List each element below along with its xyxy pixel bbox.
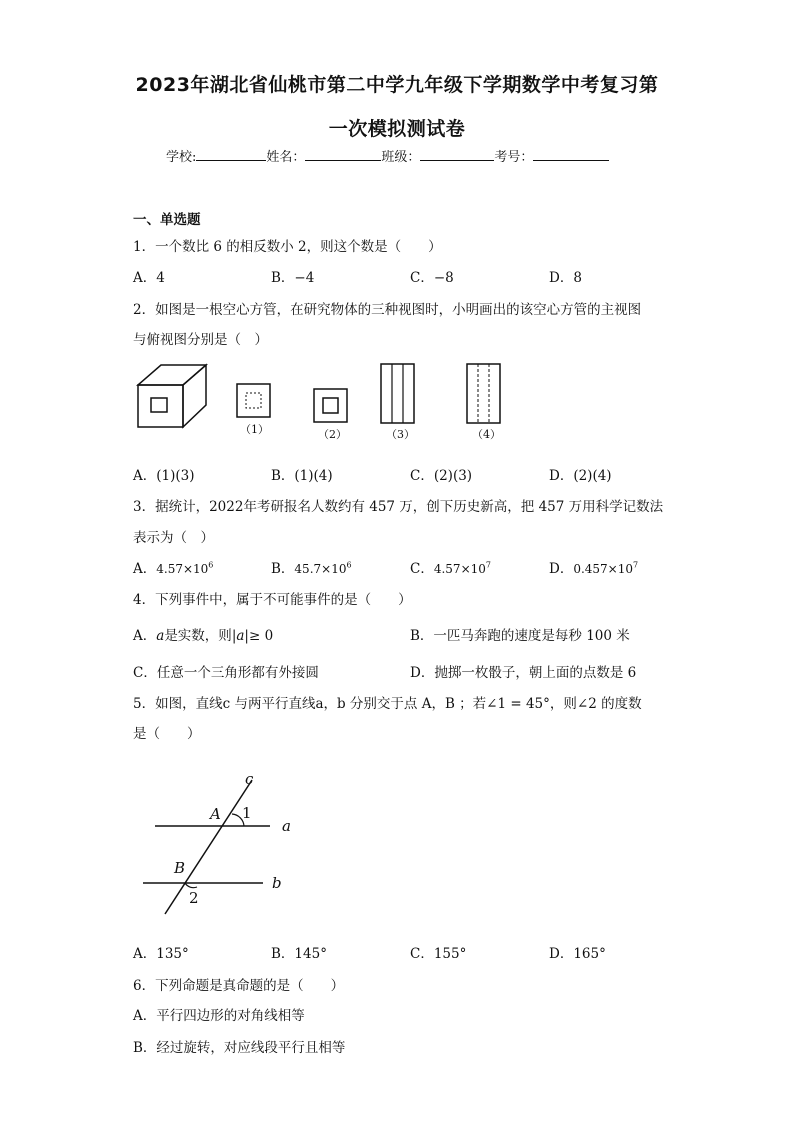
q1-option-d: D．8 [549, 270, 582, 286]
view-2-label: （2） [318, 428, 347, 441]
q1-stem: 1．一个数比 6 的相反数小 2，则这个数是（ ） [133, 239, 442, 255]
q5-option-c: C．155° [410, 946, 467, 962]
q6-option-a: A．平行四边形的对角线相等 [133, 1008, 305, 1024]
view-2-figure [313, 388, 349, 424]
q4-option-a: A．a是实数，则|a|≥ 0 [133, 628, 274, 644]
q6-stem: 6．下列命题是真命题的是（ ） [133, 978, 345, 994]
q6-option-b: B．经过旋转，对应线段平行且相等 [133, 1040, 346, 1056]
q5-option-d: D．165° [549, 946, 606, 962]
q4-option-d: D．抛掷一枚骰子，朝上面的点数是 6 [410, 665, 637, 681]
angle-2-label: 2 [189, 889, 199, 907]
name-blank [305, 148, 381, 161]
view-4-figure [466, 363, 502, 425]
name-label: 姓名： [266, 150, 306, 165]
point-a-label: A [210, 805, 221, 823]
number-label: 考号： [494, 150, 534, 165]
student-info [166, 146, 609, 165]
page-title-line2: 一次模拟测试卷 [328, 118, 466, 140]
q5-option-a: A．135° [133, 946, 189, 962]
class-label: 班级： [381, 150, 421, 165]
view-3-label: （3） [386, 428, 415, 441]
q2-stem-line2: 与俯视图分别是（ ） [133, 332, 268, 348]
q2-option-d: D．(2)(4) [549, 468, 612, 484]
q2-option-b: B．(1)(4) [271, 468, 333, 484]
line-c-label: c [245, 770, 254, 788]
line-a-label: a [282, 817, 291, 835]
q3-option-d: D．$0.457\times 10^7$ [549, 560, 639, 577]
class-blank [420, 148, 494, 161]
page-title-line1: 2023年湖北省仙桃市第二中学九年级下学期数学中考复习第 [135, 74, 659, 96]
hollow-tube-3d-figure [133, 360, 213, 430]
q4-stem: 4．下列事件中，属于不可能事件的是（ ） [133, 592, 412, 608]
q5-option-b: B．145° [271, 946, 327, 962]
q4-option-b: B．一匹马奔跑的速度是每秒 100 米 [410, 628, 630, 644]
section-heading: 一、单选题 [133, 212, 201, 228]
q1-option-b: B．−4 [271, 270, 315, 286]
q3-stem-line2: 表示为（ ） [133, 530, 214, 546]
point-b-label: B [174, 859, 186, 877]
q3-option-c: C．$4.57\times 10^7$ [410, 560, 491, 577]
angle-1-label: 1 [242, 804, 252, 822]
school-label: 学校: [166, 150, 197, 165]
view-1-figure [236, 383, 272, 419]
q5-stem-line2: 是（ ） [133, 726, 201, 742]
view-4-label: （4） [472, 428, 501, 441]
number-blank [533, 148, 609, 161]
q5-stem-line1: 5．如图，直线c 与两平行直线a，b 分别交于点 A，B ；若∠1 = 45°，则∠2 的度数 [133, 696, 642, 712]
q3-option-b: B．$45.7\times 10^6$ [271, 560, 352, 577]
q3-option-a: A．$4.57\times 10^6$ [133, 560, 214, 577]
view-3-figure [380, 363, 416, 425]
q2-stem-line1: 2．如图是一根空心方管，在研究物体的三种视图时，小明画出的该空心方管的主视图 [133, 302, 642, 318]
q2-option-a: A．(1)(3) [133, 468, 195, 484]
school-blank [196, 148, 266, 161]
q4-option-c: C．任意一个三角形都有外接圆 [133, 665, 319, 681]
q2-option-c: C．(2)(3) [410, 468, 473, 484]
q3-stem-line1: 3．据统计，2022年考研报名人数约有 457 万，创下历史新高，把 457 万用科学记数法 [133, 499, 664, 515]
parallel-lines-figure [140, 768, 320, 918]
q1-option-c: C．−8 [410, 270, 454, 286]
q1-option-a: A．4 [133, 270, 165, 286]
line-b-label: b [272, 874, 282, 892]
view-1-label: （1） [240, 423, 269, 436]
